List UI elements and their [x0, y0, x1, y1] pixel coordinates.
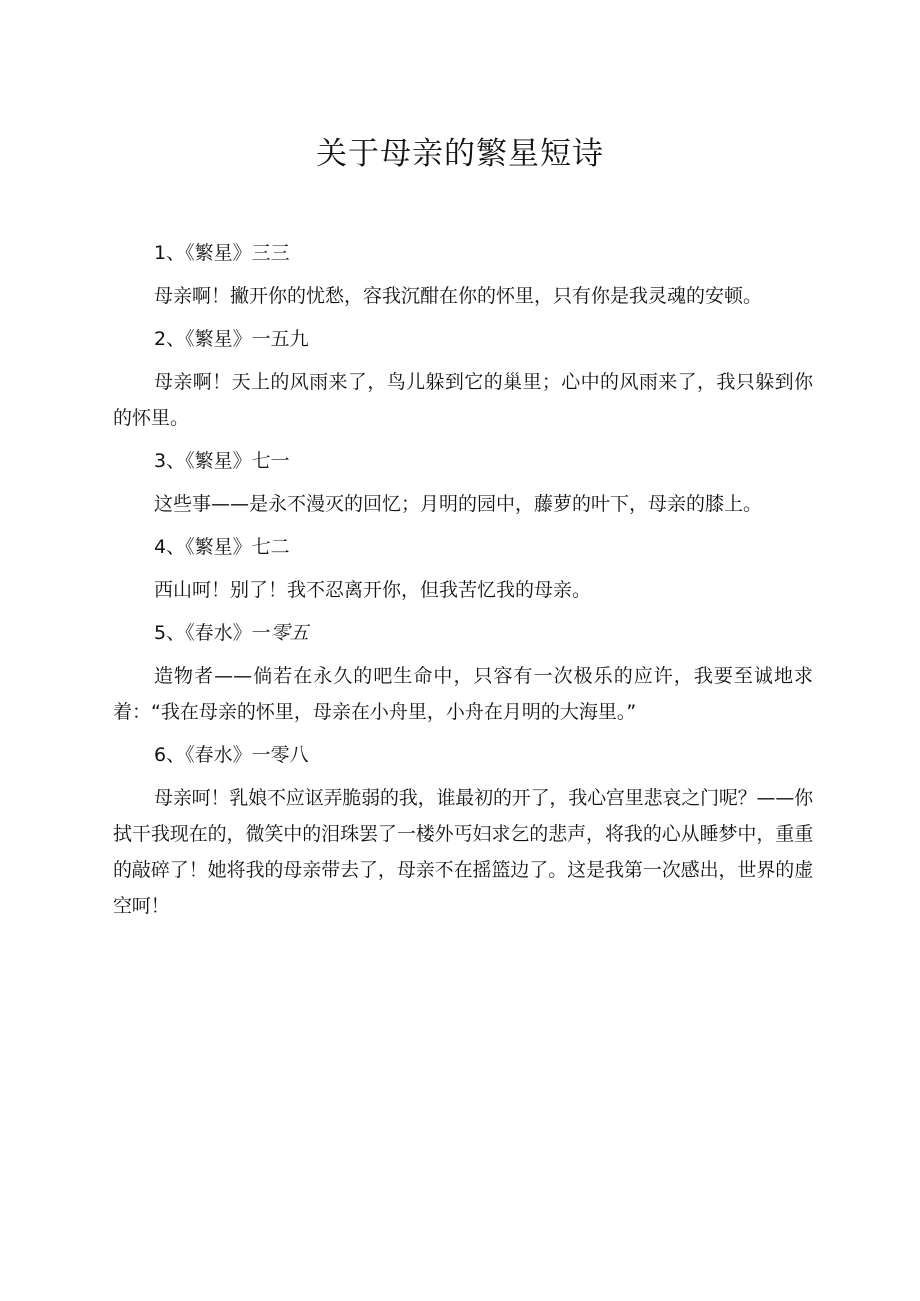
- section-text-4: 西山呵！别了！我不忍离开你，但我苦忆我的母亲。: [154, 579, 592, 601]
- section-text-1: 母亲啊！撇开你的忧愁，容我沉酣在你的怀里，只有你是我灵魂的安顿。: [154, 285, 763, 307]
- section-heading-5: [113, 620, 813, 646]
- section-heading-5-prefix: 5、《春水》一: [154, 622, 271, 644]
- section-heading-3: 3、《繁星》七一: [154, 450, 290, 472]
- document-body: [113, 240, 813, 936]
- section-text-6: 母亲呵！乳娘不应讴弄脆弱的我，谁最初的开了，我心宫里悲哀之门呢？——你拭干我现在的，微笑中的泪珠罢了一楼外丐妇求乞的悲声，将我的心从睡梦中，重重的敲碎了！她将我的母亲带去了，母亲不在摇篮边了。这是我第一次感出，世界的虚空呵！: [113, 787, 813, 917]
- section-heading-5-suffix: 零五: [270, 622, 309, 644]
- section-heading-6: 6、《春水》一零八: [154, 744, 309, 766]
- page-title: 关于母亲的繁星短诗: [316, 136, 604, 172]
- section-text-5: 造物者——倘若在永久的吧生命中，只容有一次极乐的应许，我要至诚地求着：“我在母亲的怀里，母亲在小舟里，小舟在月明的大海里。”: [113, 665, 813, 723]
- section-text-3: 这些事——是永不漫灭的回忆；月明的园中，藤萝的叶下，母亲的膝上。: [154, 493, 763, 515]
- section-text-2: 母亲啊！天上的风雨来了，鸟儿躲到它的巢里；心中的风雨来了，我只躲到你的怀里。: [113, 371, 813, 429]
- section-heading-1: 1、《繁星》三三: [154, 242, 290, 264]
- section-heading-4: 4、《繁星》七二: [154, 536, 290, 558]
- section-heading-2: 2、《繁星》一五九: [154, 328, 309, 350]
